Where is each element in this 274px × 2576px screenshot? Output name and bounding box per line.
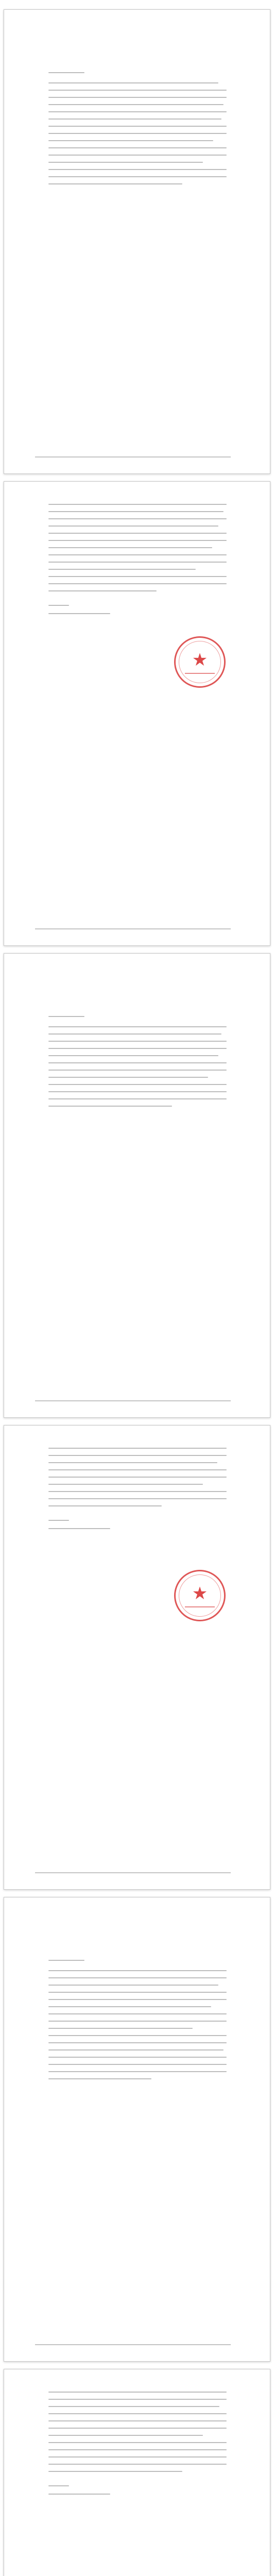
text-line: [48, 1061, 227, 1064]
text-line: [48, 546, 212, 549]
text-line: [48, 510, 224, 513]
text-line: [48, 582, 227, 585]
text-line: [48, 146, 227, 149]
page-footer: [35, 926, 231, 931]
page-subtitle: [4, 46, 270, 51]
seal-band: [185, 1606, 215, 1607]
text-line: [48, 95, 227, 99]
text-line: [48, 1461, 217, 1464]
text-line: [48, 1014, 84, 1018]
text-line: [48, 553, 227, 556]
text-line: [48, 1082, 227, 1086]
red-court-seal: [174, 636, 226, 688]
text-line: [48, 1527, 110, 1530]
text-line: [48, 2419, 227, 2422]
text-line: [48, 2492, 110, 2496]
text-line: [48, 531, 227, 535]
text-line: [48, 567, 196, 571]
text-line: [48, 160, 203, 164]
text-line: [48, 1068, 227, 1072]
text-line: [48, 1504, 162, 1507]
page-title: [4, 1924, 270, 1930]
page-subtitle: [4, 990, 270, 995]
text-line: [48, 71, 84, 74]
text-line: [48, 131, 227, 135]
text-line: [48, 182, 182, 185]
text-line: [48, 2026, 193, 2030]
star-icon: ★: [192, 1583, 208, 1604]
text-line: [48, 1446, 227, 1450]
star-icon: ★: [192, 650, 208, 670]
text-line: [48, 1958, 84, 1962]
text-line: [48, 538, 227, 542]
text-line: [48, 2012, 227, 2015]
text-line: [48, 1097, 227, 1100]
text-line: [48, 153, 227, 157]
document-page-6: [4, 2369, 270, 2576]
text-line: [48, 574, 227, 578]
text-line: [48, 2484, 69, 2487]
case-number: [4, 999, 270, 1004]
text-line: [48, 1039, 227, 1043]
text-line: [48, 1453, 227, 1457]
text-line: [48, 1075, 208, 1079]
text-line: [48, 2055, 227, 2059]
text-line: [48, 2390, 227, 2394]
text-line: [48, 1046, 227, 1050]
text-line: [48, 1482, 203, 1486]
text-line: [48, 117, 221, 121]
text-line: [48, 1489, 227, 1493]
text-line: [48, 1054, 218, 1057]
page-subtitle: [4, 1934, 270, 1939]
text-line: [48, 2448, 227, 2451]
text-line: [48, 2426, 227, 2430]
text-line: [48, 2455, 227, 2459]
text-line: [48, 2397, 227, 2401]
text-line: [48, 1090, 227, 1093]
text-line: [48, 1976, 227, 1979]
text-line: [48, 2005, 211, 2008]
document-page-4: [4, 1425, 270, 1890]
text-line: [48, 2041, 227, 2044]
text-line: [48, 1969, 227, 1972]
text-line: [48, 175, 227, 178]
document-page-1: [4, 9, 270, 474]
text-line: [48, 1104, 172, 1108]
text-line: [48, 2070, 227, 2073]
case-number: [4, 55, 270, 60]
text-line: [48, 2033, 227, 2037]
page-footer: [35, 454, 231, 459]
text-line: [48, 1475, 227, 1479]
document-page-3: [4, 953, 270, 1418]
text-line: [48, 2462, 227, 2466]
text-line: [48, 124, 227, 128]
text-line: [48, 1983, 218, 1987]
text-line: [48, 103, 224, 106]
page-title: [4, 980, 270, 987]
page-footer: [35, 1870, 231, 1875]
text-line: [48, 1997, 227, 2001]
text-line: [48, 1497, 227, 1500]
case-number: [4, 1943, 270, 1947]
text-line: [48, 2019, 227, 2023]
text-line: [48, 517, 227, 520]
text-line: [48, 81, 218, 84]
page-footer: [35, 2342, 231, 2347]
text-line: [48, 167, 227, 171]
text-line: [48, 1990, 227, 1994]
text-line: [48, 2441, 227, 2444]
text-line: [48, 2433, 203, 2437]
text-line: [48, 2048, 224, 2052]
page-title: [4, 37, 270, 43]
text-line: [48, 110, 227, 113]
page-footer: [35, 1398, 231, 1403]
text-line: [48, 139, 213, 142]
text-line: [48, 2077, 151, 2080]
text-line: [48, 524, 218, 528]
text-line: [48, 2469, 182, 2473]
text-line: [48, 2404, 219, 2408]
text-line: [48, 2062, 227, 2066]
red-court-seal: [174, 1570, 226, 1621]
text-line: [48, 88, 227, 92]
text-line: [48, 560, 227, 564]
text-line: [48, 1025, 227, 1028]
text-line: [48, 502, 227, 506]
text-line: [48, 2412, 227, 2415]
text-line: [48, 1518, 69, 1522]
text-line: [48, 589, 157, 592]
text-line: [48, 603, 69, 607]
text-line: [48, 1032, 221, 1036]
text-line: [48, 612, 110, 615]
text-line: [48, 1468, 227, 1471]
seal-band: [185, 673, 215, 674]
document-page-2: [4, 481, 270, 946]
document-page-5: [4, 1897, 270, 2362]
